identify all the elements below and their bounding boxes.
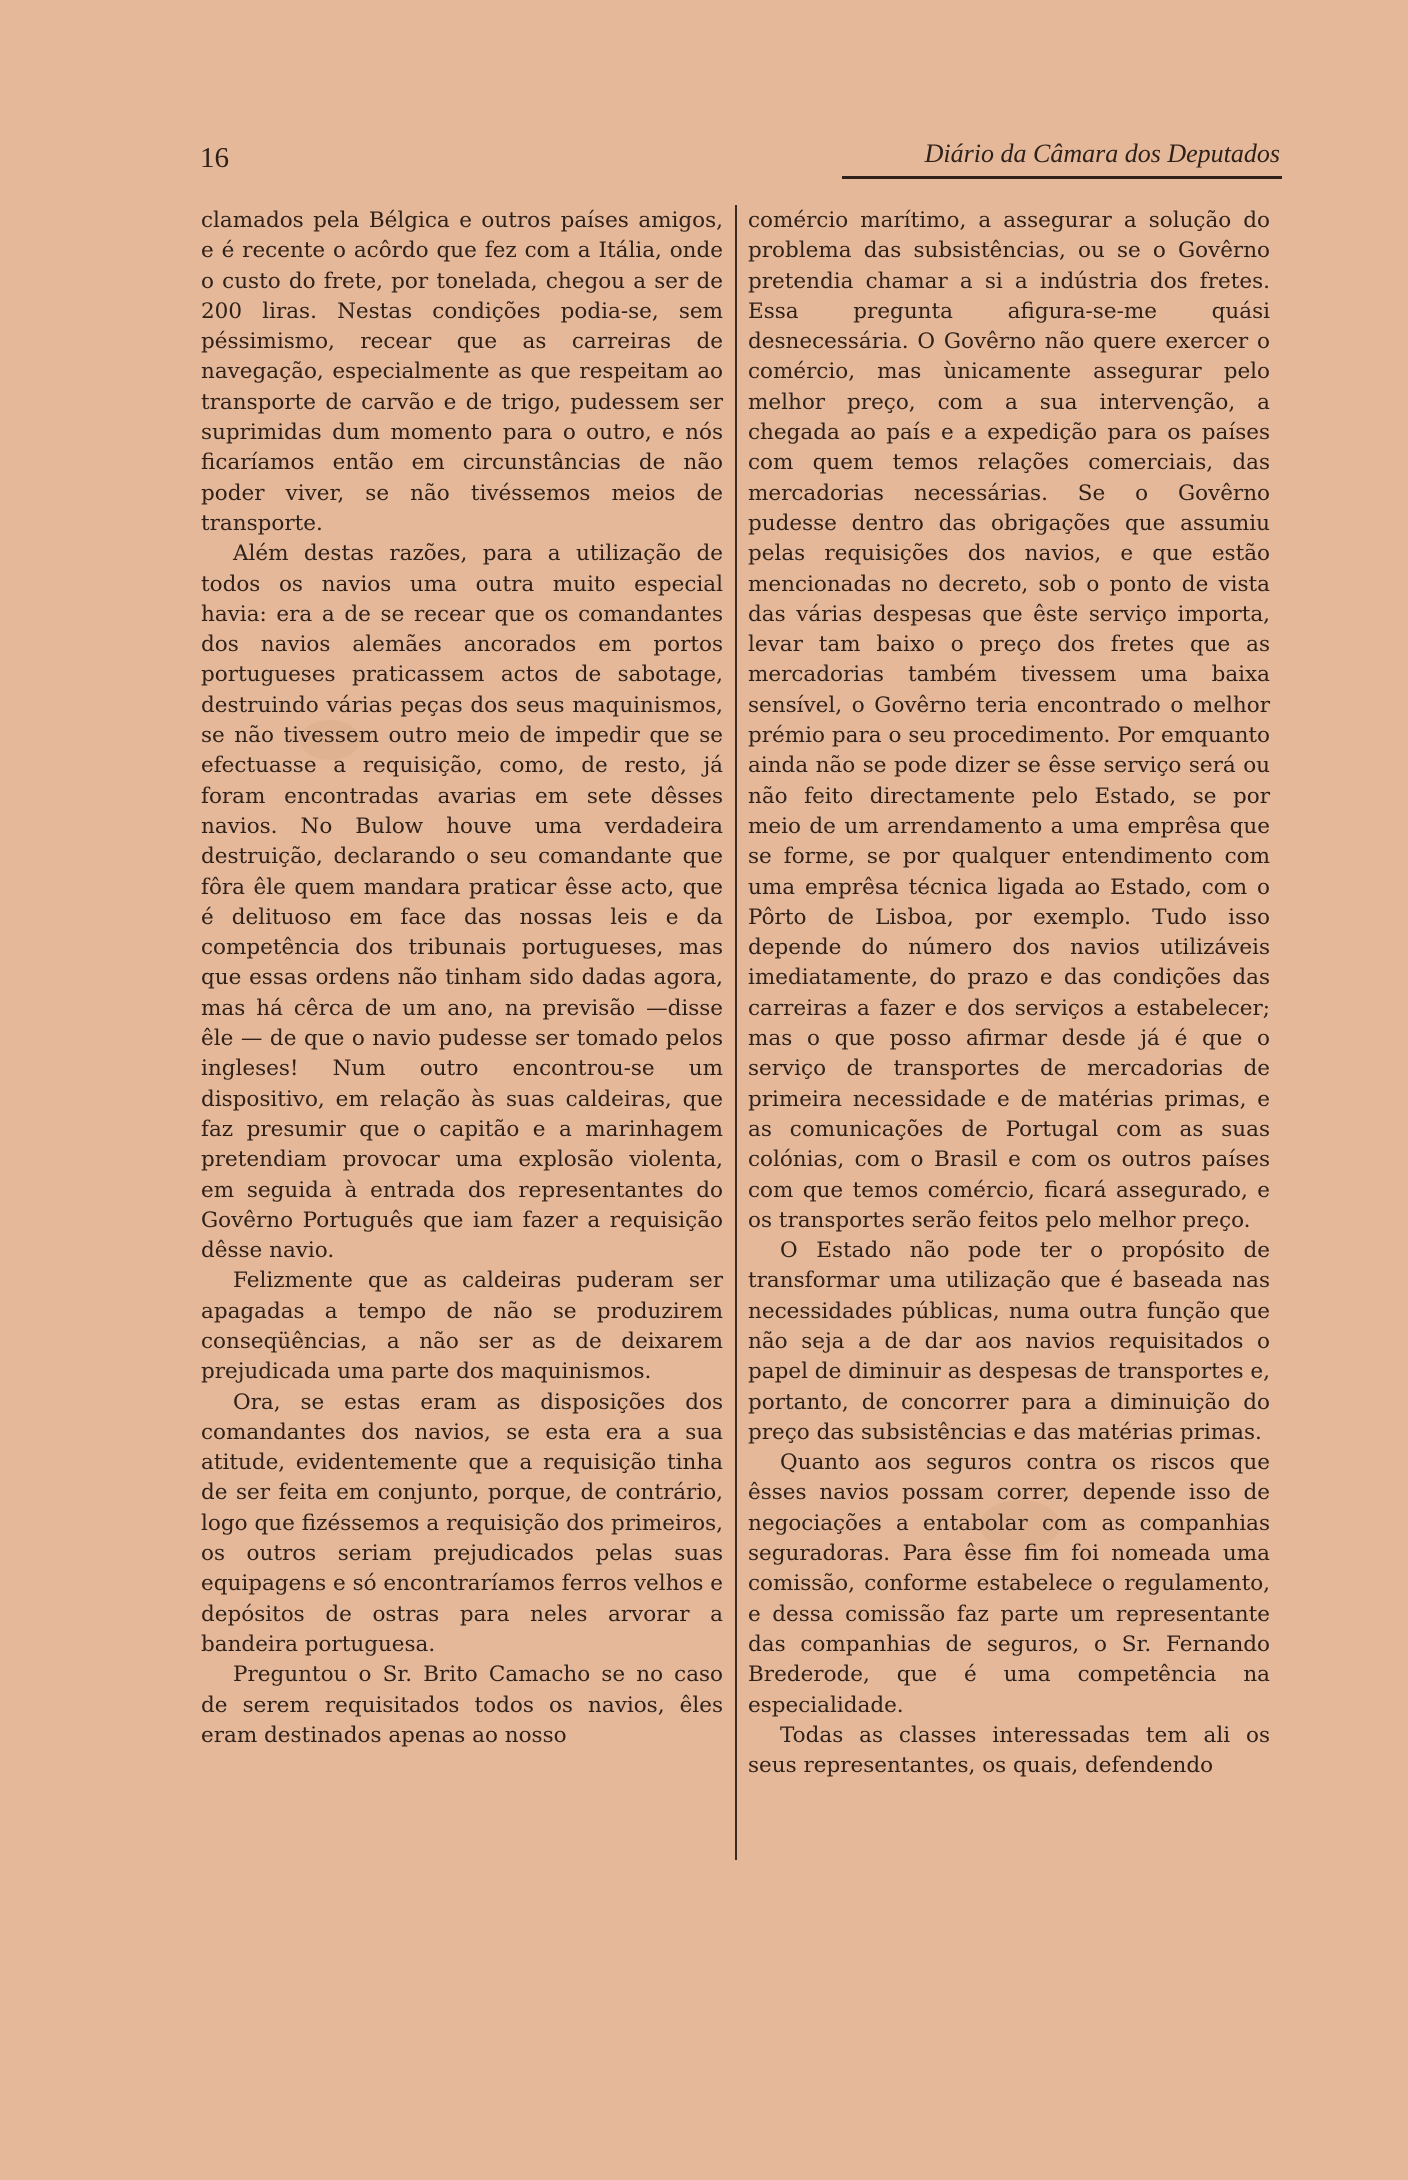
left-column: [201, 206, 723, 1751]
right-column: [748, 206, 1270, 1781]
header-rule: [842, 176, 1282, 179]
page-number: 16: [200, 142, 229, 174]
column-separator: [735, 205, 737, 1860]
running-head: Diário da Câmara dos Deputados: [924, 139, 1280, 168]
paragraph: Ora, se estas eram as disposições dos comandantes dos navios, se esta era a sua atitude, evidentemente que a requisição tinha de ser feita em conjunto, porque, de contrário, logo que fizéssemos a requisição dos primeiros, os outros seriam prejudicados pelas suas equipagens e só encontraríamos ferros velhos e depósitos de ostras para neles arvorar a bandeira portuguesa.: [201, 1389, 723, 1657]
paragraph: Quanto aos seguros contra os riscos que êsses navios possam correr, depende isso de negociações a entabolar com as companhias seguradoras. Para êsse fim foi nomeada uma comissão, conforme estabelece o regulamento, e dessa comissão faz parte um representante das companhias de seguros, o Sr. Fernando Brederode, que é uma competência na especialidade.: [748, 1450, 1270, 1718]
paragraph: comércio marítimo, a assegurar a solução do problema das subsistências, ou se o Govêrno pretendia chamar a si a indústria dos fretes. Essa pregunta afigura-se-me quási desnecessária. O Govêrno não quere exercer o comércio, mas ùnicamente assegurar pelo melhor preço, com a sua intervenção, a chegada ao país e a expedição para os países com quem temos relações comerciais, das mercadorias necessárias. Se o Govêrno pudesse dentro das obrigações que assumiu pelas requisições dos navios, e que estão mencionadas no decreto, sob o ponto de vista das várias despesas que êste serviço importa, levar tam baixo o preço dos fretes que as mercadorias também tivessem uma baixa sensível, o Govêrno teria encontrado o melhor prémio para o seu procedimento. Por emquanto ainda não se pode dizer se êsse serviço será ou não feito directamente pelo Estado, se por meio de um arrendamento a uma emprêsa que se forme, se por qualquer entendimento com uma emprêsa técnica ligada ao Estado, com o Pôrto de Lisboa, por exemplo. Tudo isso depende do número dos navios utilizáveis imediatamente, do prazo e das condições das carreiras a fazer e dos serviços a estabelecer; mas o que posso afirmar desde já é que o serviço de transportes de mercadorias de primeira necessidade e de matérias primas, e as comunicações de Portugal com as suas colónias, com o Brasil e com os outros países com que temos comércio, ficará assegurado, e os transportes serão feitos pelo melhor preço.: [748, 208, 1270, 1233]
paragraph: Felizmente que as caldeiras puderam ser apagadas a tempo de não se produzirem conseqüências, a não ser as de deixarem prejudicada uma parte dos maquinismos.: [201, 1268, 723, 1385]
paragraph: O Estado não pode ter o propósito de transformar uma utilização que é baseada nas necessidades públicas, numa outra função que não seja a de dar aos navios requisitados o papel de diminuir as despesas de transportes e, portanto, de concorrer para a diminuição do preço das subsistências e das matérias primas.: [748, 1238, 1270, 1445]
paragraph: Todas as classes interessadas tem ali os seus representantes, os quais, defendendo: [748, 1722, 1270, 1779]
paragraph: Além destas razões, para a utilização de todos os navios uma outra muito especial havia: era a de se recear que os comandantes dos navios alemães ancorados em portos portugueses praticassem actos de sabotage, destruindo várias peças dos seus maquinismos, se não tivessem outro meio de impedir que se efectuasse a requisição, como, de resto, já foram encontradas avarias em sete dêsses navios. No Bulow houve uma verdadeira destruição, declarando o seu comandante que fôra êle quem mandara praticar êsse acto, que é delituoso em face das nossas leis e da competência dos tribunais portugueses, mas que essas ordens não tinham sido dadas agora, mas há cêrca de um ano, na previsão —disse êle — de que o navio pudesse ser tomado pelos ingleses! Num outro encontrou-se um dispositivo, em relação às suas caldeiras, que faz presumir que o capitão e a marinhagem pretendiam provocar uma explosão violenta, em seguida à entrada dos representantes do Govêrno Português que iam fazer a requisição dêsse navio.: [201, 541, 723, 1264]
paragraph: clamados pela Bélgica e outros países amigos, e é recente o acôrdo que fez com a Itália, onde o custo do frete, por tonelada, chegou a ser de 200 liras. Nestas condições podia-se, sem péssimismo, recear que as carreiras de navegação, especialmente as que respeitam ao transporte de carvão e de trigo, pudessem ser suprimidas dum momento para o outro, e nós ficaríamos então em circunstâncias de não poder viver, se não tivéssemos meios de transporte.: [201, 208, 723, 536]
paragraph: Preguntou o Sr. Brito Camacho se no caso de serem requisitados todos os navios, êles eram destinados apenas ao nosso: [201, 1662, 723, 1748]
